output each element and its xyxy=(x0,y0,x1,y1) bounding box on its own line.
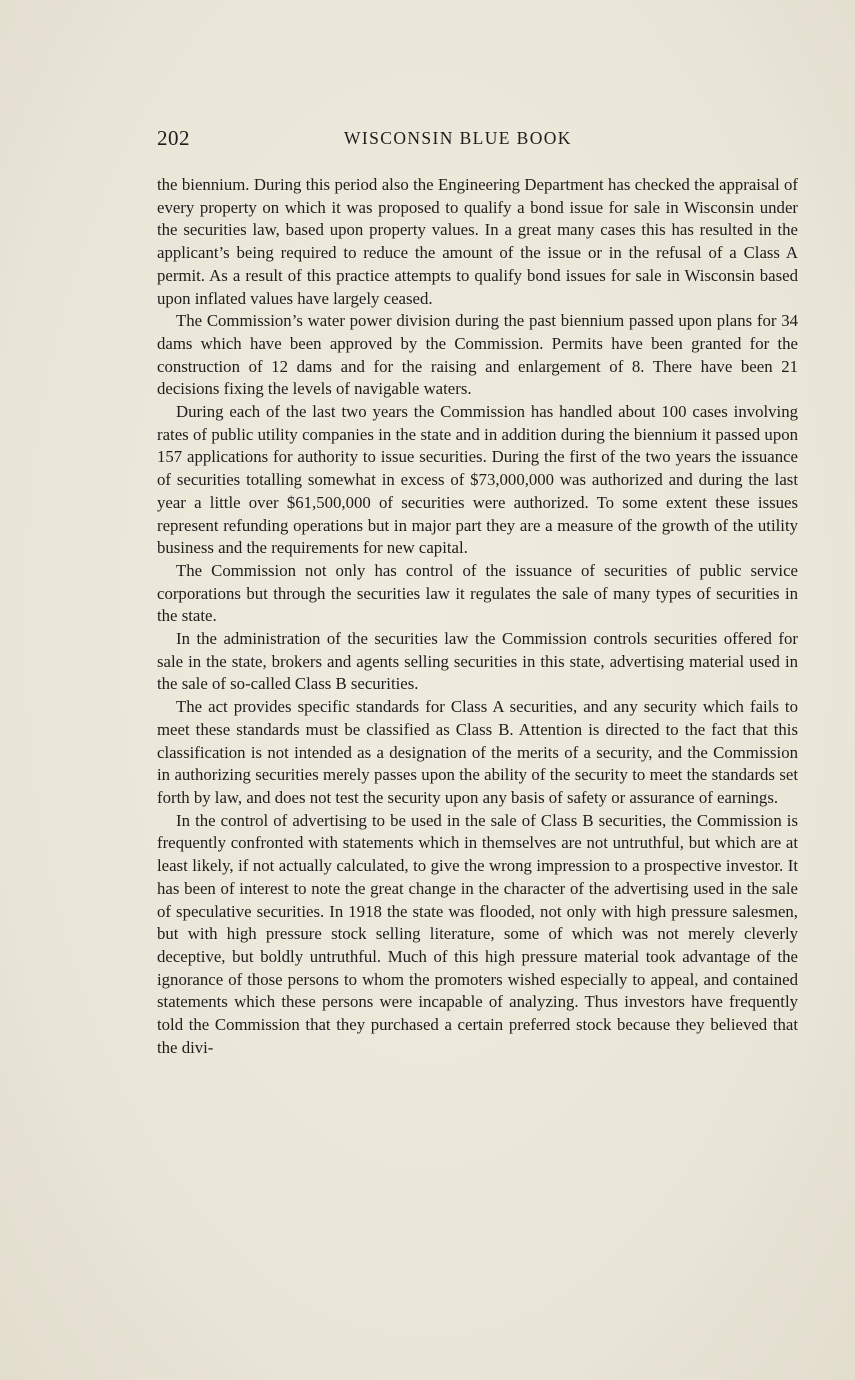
paragraph-advertising-control: In the control of advertising to be used in the sale of Class B securities, the Commission is frequently confronted with statements which in themselves are not untruthful, but which are at least likely, if not actually calculated, to give the wrong impression to a prospective investor. It has been of interest to note the great change in the character of the advertising used in the sale of speculative securities. In 1918 the state was flooded, not only with high pressure salesmen, but with high pressure stock selling literature, some of which was not merely cleverly deceptive, but boldly untruthful. Much of this high pressure material took advantage of the ignorance of those persons to whom the promoters wished especially to appeal, and contained statements which these persons were incapable of analyzing. Thus investors have frequently told the Commission that they purchased a certain preferred stock because they believed that the divi- xyxy=(157,810,798,1057)
body-text xyxy=(157,174,798,1059)
running-title: WISCONSIN BLUE BOOK xyxy=(344,128,572,148)
paragraph-class-standards: The act provides specific standards for Class A securities, and any security which fails to meet these standards must be classified as Class B. Attention is directed to the fact that this classification is not intended as a designation of the merits of a security, and the Commission in authorizing securities merely passes upon the ability of the security to meet the standards set forth by law, and does not test the security upon any basis of safety or assurance of earnings. xyxy=(157,697,798,807)
paragraph-continuation: the biennium. During this period also the Engineering Department has checked the appraisal of every property on which it was proposed to qualify a bond issue for sale in Wisconsin under the securities law, based upon property values. In a great many cases this has resulted in the applicant’s being required to reduce the amount of the issue or in the refusal of a Class A permit. As a result of this practice attempts to qualify bond issues for sale in Wisconsin based upon inflated values have largely ceased. xyxy=(157,175,798,308)
paragraph-water-power: The Commission’s water power division during the past biennium passed upon plans for 34 dams which have been approved by the Commission. Permits have been granted for the construction of 12 dams and for the raising and enlargement of 8. There have been 21 decisions fixing the levels of navigable waters. xyxy=(157,311,798,399)
page-number: 202 xyxy=(157,126,190,150)
paragraph-rate-cases: During each of the last two years the Commission has handled about 100 cases involving rates of public utility companies in the state and in addition during the biennium it passed upon 157 applications for authority to issue securities. During the first of the two years the issuance of securities totalling somewhat in excess of $73,000,000 was authorized and during the last year a little over $61,500,000 of securities were authorized. To some extent these issues represent refunding operations but in major part they are a measure of the growth of the utility business and the requirements for new capital. xyxy=(157,402,798,558)
paragraph-securities-control: The Commission not only has control of the issuance of securities of public service corporations but through the securities law it regulates the sale of many types of securities in the state. xyxy=(157,560,798,626)
page-header xyxy=(157,124,798,154)
paragraph-securities-administration: In the administration of the securities law the Commission controls securities offered for sale in the state, brokers and agents selling securities in this state, advertising material used in the sale of so-called Class B securities. xyxy=(157,629,798,694)
